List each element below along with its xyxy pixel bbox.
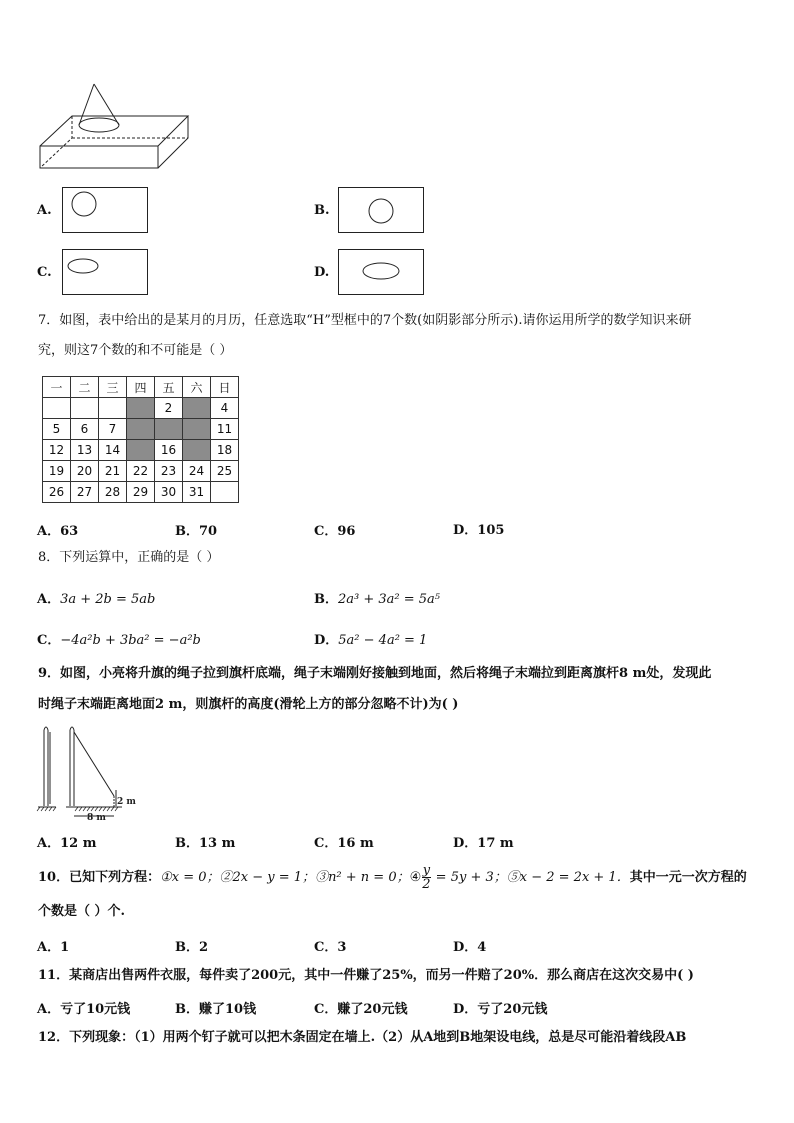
q7-option-d[interactable]: D．105 (453, 523, 505, 538)
q10-option-b[interactable]: B．2 (175, 940, 209, 955)
q9-option-d[interactable]: D．17 m (453, 836, 514, 851)
q6-option-b-label: B. (314, 203, 330, 218)
calendar-header-cell: 三 (99, 377, 127, 398)
calendar-header-cell: 六 (183, 377, 211, 398)
q10-eq5: ⑤x − 2 = 2x + 1． (506, 870, 630, 885)
circle-shape-icon (63, 188, 147, 232)
calendar-cell-shaded (127, 419, 155, 440)
calendar-cell: 7 (99, 419, 127, 440)
calendar-header-row (43, 377, 239, 398)
q6-option-a-label: A. (37, 203, 52, 218)
q7-option-b[interactable]: B．70 (175, 524, 218, 539)
q10-eq4-denominator: 2 (422, 877, 431, 892)
q11-option-d[interactable]: D．亏了20元钱 (453, 1002, 548, 1017)
q8-option-d-letter: D． (314, 633, 339, 648)
q7-option-c[interactable]: C．96 (314, 524, 356, 539)
circle-shape-icon (339, 188, 423, 232)
q8-option-b[interactable] (314, 588, 440, 607)
calendar-cell: 28 (99, 482, 127, 503)
q10-option-c[interactable]: C．3 (314, 940, 347, 955)
q7-question-line1: 7．如图，表中给出的是某月的月历，任意选取“H”型框中的7个数(如阴影部分所示).请你运用所学的数学知识来研 (38, 313, 692, 328)
q8-option-a-letter: A． (37, 592, 61, 607)
q10-eq2: ②2x − y = 1； (219, 870, 316, 885)
q8-option-a-expr: 3a + 2b = 5ab (60, 592, 156, 607)
calendar-cell: 24 (183, 461, 211, 482)
q9-option-b[interactable]: B．13 m (175, 836, 236, 851)
q10-question-line2: 个数是（ ）个. (38, 904, 126, 919)
q10-eq3: ③n² + n = 0； (315, 870, 410, 885)
calendar-cell: 13 (71, 440, 99, 461)
calendar-cell-shaded (183, 419, 211, 440)
q6-option-c-box[interactable] (62, 249, 148, 295)
calendar-cell: 31 (183, 482, 211, 503)
height-distance-label: 2 m (117, 797, 136, 807)
calendar-cell: 23 (155, 461, 183, 482)
calendar-header-cell: 二 (71, 377, 99, 398)
ground-distance-label: 8 m (87, 813, 106, 823)
calendar-table (42, 376, 239, 503)
calendar-cell: 29 (127, 482, 155, 503)
calendar-cell: 22 (127, 461, 155, 482)
calendar-cell: 12 (43, 440, 71, 461)
calendar-cell: 18 (211, 440, 239, 461)
calendar-cell: 27 (71, 482, 99, 503)
q8-option-c-expr: −4a²b + 3ba² = −a²b (60, 633, 201, 648)
q8-option-c[interactable] (37, 629, 201, 648)
q8-option-d-expr: 5a² − 4a² = 1 (338, 633, 428, 648)
calendar-cell: 5 (43, 419, 71, 440)
calendar-cell (71, 398, 99, 419)
q8-question: 8．下列运算中，正确的是（ ） (38, 550, 220, 565)
calendar-cell: 14 (99, 440, 127, 461)
calendar-row (43, 482, 239, 503)
calendar-row (43, 419, 239, 440)
q8-option-b-letter: B． (314, 592, 338, 607)
calendar-cell (211, 482, 239, 503)
q8-option-d[interactable] (314, 629, 427, 648)
calendar-cell: 11 (211, 419, 239, 440)
calendar-cell: 2 (155, 398, 183, 419)
q6-option-a-box[interactable] (62, 187, 148, 233)
q8-option-a[interactable] (37, 588, 155, 607)
q6-option-d-box[interactable] (338, 249, 424, 295)
calendar-cell: 20 (71, 461, 99, 482)
calendar-cell: 4 (211, 398, 239, 419)
q10-eq4-rest: = 5y + 3； (431, 870, 507, 885)
calendar-cell: 6 (71, 419, 99, 440)
calendar-cell-shaded (127, 398, 155, 419)
q7-option-a[interactable]: A．63 (37, 524, 79, 539)
q10-option-d[interactable]: D．4 (453, 940, 487, 955)
calendar-row (43, 461, 239, 482)
q11-option-c[interactable]: C．赚了20元钱 (314, 1002, 408, 1017)
calendar-header-cell: 四 (127, 377, 155, 398)
calendar-cell (99, 398, 127, 419)
calendar-cell-shaded (183, 398, 211, 419)
calendar-row (43, 440, 239, 461)
q10-eq1: ①x = 0； (160, 870, 220, 885)
calendar-cell: 16 (155, 440, 183, 461)
q6-option-c-label: C. (37, 265, 52, 280)
calendar-cell-shaded (155, 419, 183, 440)
q9-question-line2: 时绳子末端距离地面2 m，则旗杆的高度(滑轮上方的部分忽略不计)为( ) (38, 697, 459, 712)
calendar-header-cell: 一 (43, 377, 71, 398)
calendar-row (43, 398, 239, 419)
calendar-cell-shaded (183, 440, 211, 461)
q6-option-d-label: D. (314, 265, 330, 280)
q11-option-b[interactable]: B．赚了10钱 (175, 1002, 257, 1017)
q10-suffix: 其中一元一次方程的 (629, 870, 747, 885)
q11-question: 11．某商店出售两件衣服，每件卖了200元，其中一件赚了25%，而另一件赔了20%．那么商店在这次交易中( ) (38, 968, 694, 983)
q10-prefix: 10．已知下列方程： (38, 870, 161, 885)
ellipse-shape-icon (63, 250, 147, 294)
q6-option-b-box[interactable] (338, 187, 424, 233)
q10-option-a[interactable]: A．1 (37, 940, 70, 955)
q10-eq4-fraction (422, 864, 430, 891)
calendar-header-cell: 五 (155, 377, 183, 398)
calendar-cell: 26 (43, 482, 71, 503)
q10-eq4-label: ④ (409, 870, 422, 885)
ellipse-shape-icon (339, 250, 423, 294)
calendar-cell: 21 (99, 461, 127, 482)
calendar-cell: 19 (43, 461, 71, 482)
calendar-header-cell: 日 (211, 377, 239, 398)
calendar-cell (43, 398, 71, 419)
q10-question-line1 (38, 864, 747, 891)
q8-option-c-letter: C． (37, 633, 61, 648)
calendar-cell: 25 (211, 461, 239, 482)
calendar-cell: 30 (155, 482, 183, 503)
q12-question: 12．下列现象：（1）用两个钉子就可以把木条固定在墙上.（2）从A地到B地架设电线，总是尽可能沿着线段AB (38, 1030, 687, 1045)
q9-question-line1: 9．如图，小亮将升旗的绳子拉到旗杆底端，绳子末端刚好接触到地面，然后将绳子末端拉到距离旗杆8 m处，发现此 (38, 666, 712, 681)
flagpole-figure (34, 722, 134, 824)
q10-eq4-numerator: y (422, 863, 431, 878)
q8-option-b-expr: 2a³ + 3a² = 5a⁵ (338, 592, 441, 607)
calendar-cell-shaded (127, 440, 155, 461)
q9-option-c[interactable]: C．16 m (314, 836, 374, 851)
q9-option-a[interactable]: A．12 m (37, 836, 97, 851)
cone-on-cuboid-figure (36, 80, 196, 175)
q11-option-a[interactable]: A．亏了10元钱 (37, 1002, 131, 1017)
q7-question-line2: 究，则这7个数的和不可能是（ ） (38, 343, 233, 358)
